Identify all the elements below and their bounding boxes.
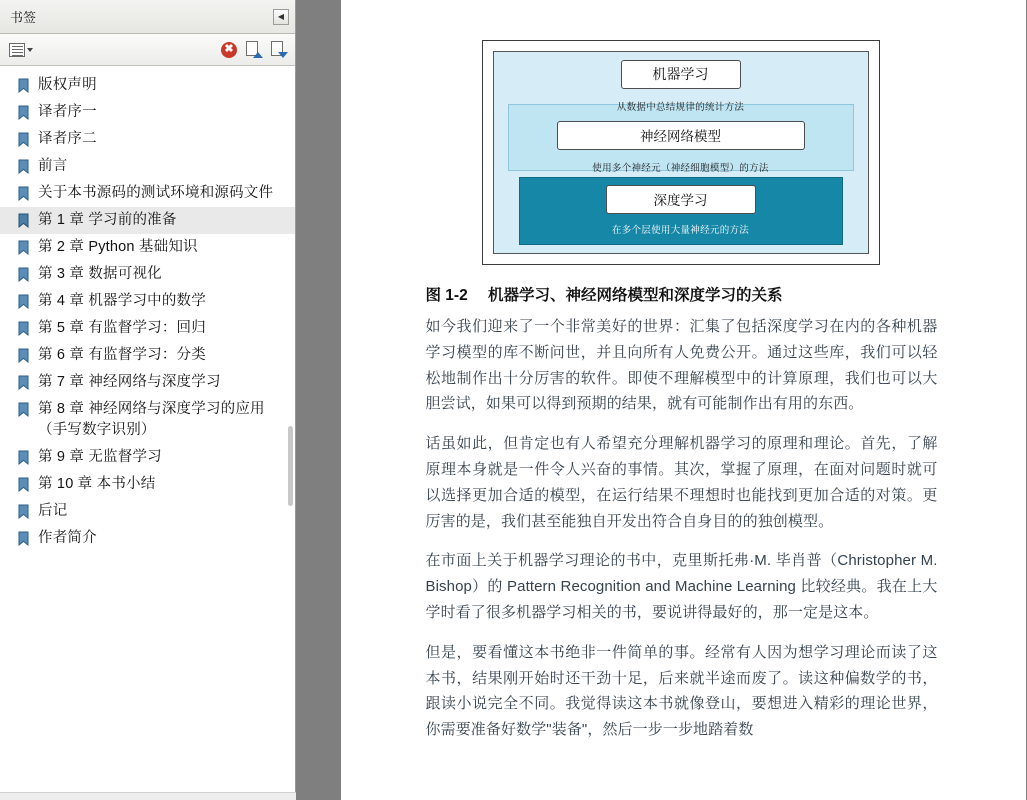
bookmark-icon: [18, 267, 30, 282]
bookmark-item[interactable]: [0, 288, 295, 315]
paragraph: 如今我们迎来了一个非常美好的世界：汇集了包括深度学习在内的各种机器学习模型的库不断问世，并且向所有人免费公开。通过这些库，我们可以轻松地制作出十分厉害的软件。即使不理解模型中的计算原理，我们也可以大胆尝试，如果可以得到预期的结果，就有可能制作出有用的东西。: [425, 318, 938, 413]
bookmark-label: 第 9 章 无监督学习: [38, 449, 162, 466]
bookmark-label: 译者序二: [38, 131, 97, 148]
bookmarks-toolbar: [0, 34, 295, 66]
figure-deep-learning-box: [519, 177, 843, 245]
bookmark-label: 第 5 章 有监督学习：回归: [38, 320, 206, 337]
bookmark-icon: [18, 78, 30, 93]
figure-deep-learning-label: 深度学习: [606, 185, 756, 214]
figure-neural-network-label: 神经网络模型: [557, 121, 805, 150]
paragraph: 但是，要看懂这本书绝非一件简单的事。经常有人因为想学习理论而读了这本书，结果刚开始时还干劲十足，后来就半途而废了。读这种偏数学的书，跟读小说完全不同。我觉得读这本书就像登山，要想进入精彩的理论世界，你需要准备好数学"装备"，然后一步一步地踏着数: [425, 643, 938, 739]
bookmark-item[interactable]: [0, 342, 295, 369]
bookmark-icon: [18, 402, 30, 417]
bookmark-item[interactable]: [0, 153, 295, 180]
bookmarks-scrollbar[interactable]: [287, 66, 295, 800]
bookmark-icon: [18, 159, 30, 174]
bookmark-label: 第 2 章 Python 基础知识: [38, 239, 198, 256]
bookmarks-panel-title: 书签: [10, 10, 37, 25]
bookmark-item[interactable]: [0, 396, 295, 444]
paragraph: 话虽如此，但肯定也有人希望充分理解机器学习的原理和理论。首先，了解原理本身就是一件令人兴奋的事情。其次，掌握了原理，在面对问题时就可以选择更加合适的模型，在运行结果不理想时也能找到更加合适的对策。更厉害的是，我们甚至能独自开发出符合自身目的的独创模型。: [425, 435, 938, 530]
bookmark-item[interactable]: [0, 261, 295, 288]
bookmark-label: 作者简介: [38, 530, 97, 547]
bookmark-icon: [18, 477, 30, 492]
options-list-glyph: [9, 43, 25, 57]
bookmark-item[interactable]: [0, 369, 295, 396]
bookmark-label: 第 6 章 有监督学习：分类: [38, 347, 206, 364]
bookmark-item[interactable]: [0, 126, 295, 153]
bookmark-icon: [18, 348, 30, 363]
chevron-left-icon[interactable]: ◀: [273, 9, 289, 25]
bookmark-item[interactable]: [0, 234, 295, 261]
bookmark-label: 版权声明: [38, 77, 97, 93]
bookmark-item[interactable]: [0, 498, 295, 525]
bookmark-item[interactable]: [0, 180, 295, 207]
bookmark-label: 第 8 章 神经网络与深度学习的应用（手写数字识别）: [38, 401, 265, 439]
bookmarks-list[interactable]: [0, 66, 295, 800]
bookmark-icon: [18, 240, 30, 255]
body-text: [426, 314, 938, 757]
options-icon[interactable]: [6, 41, 36, 59]
panel-bottom-strip: [0, 792, 296, 800]
bookmark-item[interactable]: [0, 444, 295, 471]
figure-1-2: [482, 40, 880, 265]
bookmark-label: 第 1 章 学习前的准备: [38, 212, 177, 229]
bookmark-icon: [18, 213, 30, 228]
collapse-bookmarks-icon[interactable]: [270, 41, 287, 58]
figure-caption-number: 图 1-2: [425, 287, 468, 304]
figure-caption: [426, 283, 783, 305]
bookmark-icon: [18, 321, 30, 336]
figure-machine-learning-label: 机器学习: [621, 60, 741, 89]
bookmark-label: 第 3 章 数据可视化: [38, 266, 162, 283]
bookmark-icon: [18, 294, 30, 309]
figure-deep-learning-caption: 在多个层使用大量神经元的方法: [611, 225, 750, 236]
figure-neural-network-caption: 使用多个神经元（神经细胞模型）的方法: [592, 163, 769, 174]
bookmark-item[interactable]: [0, 525, 295, 552]
bookmark-icon: [18, 105, 30, 120]
chevron-down-icon: [27, 48, 33, 52]
bookmark-label: 译者序一: [38, 104, 97, 121]
bookmark-icon: [18, 450, 30, 465]
bookmark-icon: [18, 531, 30, 546]
expand-current-bookmark-icon[interactable]: [245, 41, 262, 58]
bookmark-label: 第 4 章 机器学习中的数学: [38, 293, 206, 310]
bookmark-icon: [18, 504, 30, 519]
figure-inner-frame: [493, 51, 869, 254]
arrow-glyph: [253, 52, 263, 58]
bookmark-label: 关于本书源码的测试环境和源码文件: [38, 185, 274, 202]
bookmark-item-selected[interactable]: [0, 207, 295, 234]
bookmark-label: 第 7 章 神经网络与深度学习: [38, 374, 221, 391]
bookmark-label: 后记: [38, 503, 68, 520]
bookmark-item[interactable]: [0, 72, 295, 99]
bookmarks-panel-titlebar: [0, 0, 295, 34]
document-view[interactable]: [296, 0, 1027, 800]
bookmark-label: 前言: [38, 158, 68, 175]
bookmark-item[interactable]: [0, 315, 295, 342]
scrollbar-thumb[interactable]: [288, 426, 293, 506]
delete-bookmark-icon[interactable]: ✖: [221, 42, 237, 58]
bookmark-icon: [18, 186, 30, 201]
figure-machine-learning-caption: 从数据中总结规律的统计方法: [616, 102, 745, 113]
page-sheet: [341, 0, 1027, 800]
paragraph: 在市面上关于机器学习理论的书中，克里斯托弗·M. 毕肖普（Christopher M. Bishop）的 Pattern Recognition and Machine Learning 比较经典。我在上大学时看了很多机器学习相关的书，要说讲得最好的，那一定是这本。: [425, 552, 938, 621]
bookmark-icon: [18, 132, 30, 147]
page-left-gutter: [296, 0, 340, 800]
figure-caption-text: 机器学习、神经网络模型和深度学习的关系: [488, 287, 783, 304]
bookmarks-panel: [0, 0, 296, 800]
bookmark-item[interactable]: [0, 471, 295, 498]
bookmark-icon: [18, 375, 30, 390]
arrow-glyph: [278, 52, 288, 58]
bookmark-label: 第 10 章 本书小结: [38, 476, 156, 493]
bookmark-item[interactable]: [0, 99, 295, 126]
